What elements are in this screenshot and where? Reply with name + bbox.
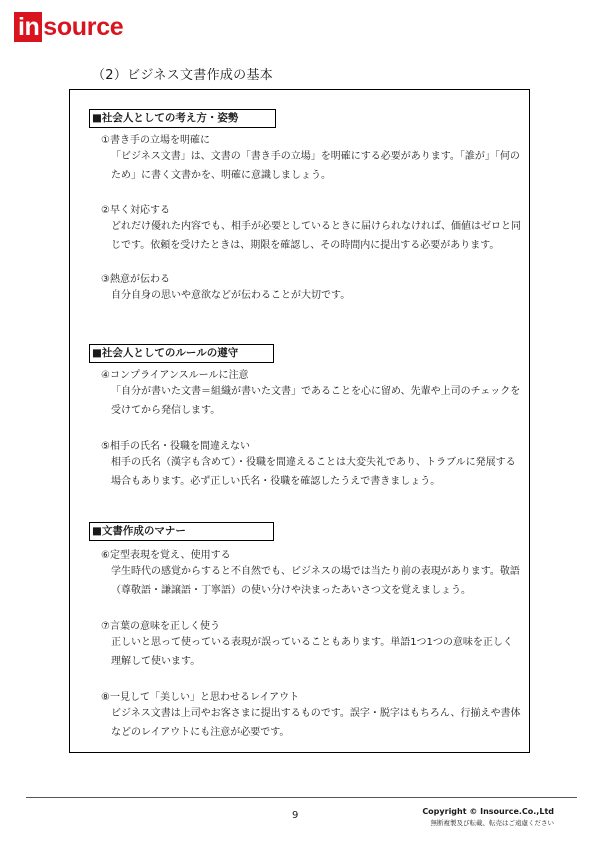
logo-in-box: in bbox=[14, 12, 42, 42]
item-body: 「自分が書いた文書＝組織が書いた文書」であることを心に留め、先輩や上司のチェックを受けてから発信します。 bbox=[111, 386, 521, 416]
item-title: ⑥定型表現を覚え、使用する bbox=[101, 550, 231, 561]
footer-divider bbox=[26, 797, 577, 798]
section-heading: ■社会人としての考え方・姿勢 bbox=[89, 109, 276, 128]
item-body: 相手の氏名（漢字も含めて）・役職を間違えることは大変失礼であり、トラブルに発展する場合もあります。必ず正しい氏名・役職を確認したうえで書きましょう。 bbox=[111, 457, 516, 487]
copyright-text: Copyright © Insource.Co.,Ltd bbox=[422, 807, 554, 816]
logo-source-text: source bbox=[43, 13, 124, 41]
page-title: （2）ビジネス文書作成の基本 bbox=[92, 68, 274, 83]
item-title: ①書き手の立場を明確に bbox=[101, 135, 210, 146]
item-title: ④コンプライアンスルールに注意 bbox=[101, 370, 249, 381]
page-number: 9 bbox=[292, 810, 299, 821]
copyright-block bbox=[422, 807, 554, 827]
item-body: 学生時代の感覚からすると不自然でも、ビジネスの場では当たり前の表現があります。敬語（尊敬語・謙譲語・丁寧語）の使い分けや決まったあいさつ文を覚えましょう。 bbox=[111, 566, 520, 596]
item-title: ⑦言葉の意味を正しく使う bbox=[101, 621, 220, 632]
item-title: ③熱意が伝わる bbox=[101, 274, 170, 285]
item-title: ②早く対応する bbox=[101, 205, 170, 216]
item-body: 正しいと思って使っている表現が誤っていることもあります。単語1つ1つの意味を正しく理解して使います。 bbox=[111, 637, 513, 667]
item-title: ⑤相手の氏名・役職を間違えない bbox=[101, 441, 250, 452]
item-body: 「ビジネス文書」は、文書の「書き手の立場」を明確にする必要があります。「誰が」「何のため」に書く文書かを、明確に意識しましょう。 bbox=[111, 151, 520, 181]
section-heading: ■文書作成のマナー bbox=[89, 522, 274, 541]
item-body: ビジネス文書は上司やお客さまに提出するものです。誤字・脱字はもちろん、行揃えや書体などのレイアウトにも注意が必要です。 bbox=[111, 708, 521, 738]
reproduction-notice: 無断複製及び転載、転売はご遠慮ください bbox=[430, 819, 554, 827]
item-body: 自分自身の思いや意欲などが伝わることが大切です。 bbox=[111, 290, 351, 301]
item-title: ⑧一見して「美しい」と思わせるレイアウト bbox=[101, 692, 300, 703]
insource-logo bbox=[14, 12, 123, 42]
item-body: どれだけ優れた内容でも、相手が必要としているときに届けられなければ、価値はゼロと同じです。依頼を受けたときは、期限を確認し、その時間内に提出する必要があります。 bbox=[111, 221, 521, 251]
section-heading: ■社会人としてのルールの遵守 bbox=[89, 344, 274, 363]
content-frame bbox=[69, 89, 530, 753]
